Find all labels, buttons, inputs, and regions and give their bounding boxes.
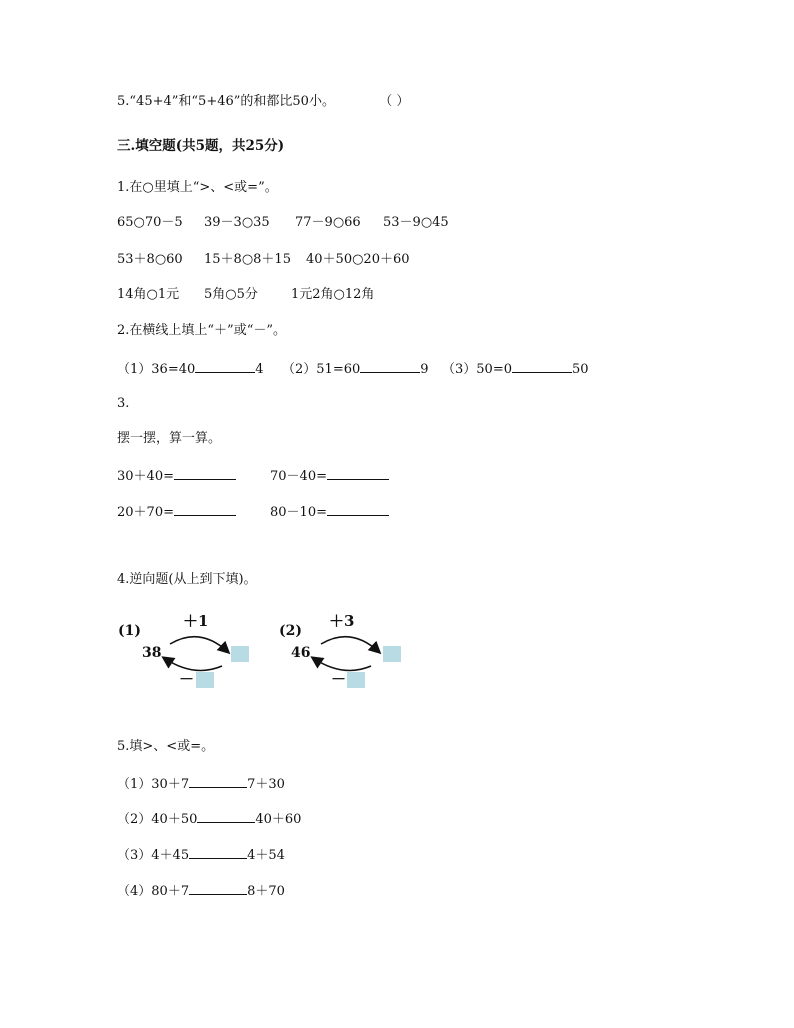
fill2-prompt: 2.在横线上填上“＋”或“－”。 <box>117 323 286 338</box>
fill1-r3-c2: 5角○5分 <box>204 287 258 302</box>
diagram-2-op-bottom: － <box>331 670 347 688</box>
fill5-item-2 <box>117 810 301 829</box>
fill5-item-1-left: （1）30＋7 <box>117 777 190 792</box>
diagram-1-op-box[interactable] <box>196 672 214 688</box>
fill5-item-4-blank[interactable] <box>189 882 247 895</box>
fill1-r1-c4: 53－9○45 <box>383 215 449 230</box>
fill5-item-1-right: 7＋30 <box>247 777 285 792</box>
fill1-r1-c2: 39－3○35 <box>204 215 270 230</box>
fill5-item-4 <box>117 882 285 901</box>
fill3-r2-c2-blank[interactable] <box>327 503 389 516</box>
diagram-2-back-arrow <box>313 658 371 671</box>
diagram-1-op-bottom: － <box>179 670 195 688</box>
fill1-r2-c3: 40＋50○20＋60 <box>306 252 410 267</box>
fill1-prompt: 1.在○里填上“>、<或=”。 <box>117 180 278 195</box>
fill5-item-3-blank[interactable] <box>189 846 247 859</box>
diagram-1-start: 38 <box>142 645 162 661</box>
fill1-r1-c3: 77－9○66 <box>295 215 361 230</box>
fill2-item-2-blank[interactable] <box>360 360 420 373</box>
fill5-prompt: 5.填>、<或=。 <box>117 739 215 754</box>
fill5-item-2-right: 40＋60 <box>255 812 302 827</box>
judge-question-5 <box>117 93 409 111</box>
fill5-item-4-right: 8＋70 <box>247 884 285 899</box>
fill2-item-2-suffix: 9 <box>420 362 429 377</box>
fill3-prompt: 摆一摆，算一算。 <box>117 431 222 446</box>
fill2-item-3-suffix: 50 <box>571 362 589 377</box>
fill5-item-2-blank[interactable] <box>197 810 255 823</box>
fill2-item-1 <box>117 360 264 379</box>
answer-paren: （ ） <box>379 94 410 109</box>
fill3-r2-c2-expr: 80－10= <box>270 505 327 520</box>
section-title: 三.填空题(共5题，共25分) <box>117 138 285 154</box>
judge-question-5-text: 5.“45+4”和“5+46”的和都比50小。 <box>117 94 335 109</box>
fill5-item-3 <box>117 846 285 865</box>
diagram-1-result-box[interactable] <box>231 646 249 662</box>
fill2-item-3 <box>442 360 589 379</box>
diagram-2-op-box[interactable] <box>347 672 365 688</box>
diagram-2-forward-arrow <box>321 637 379 652</box>
diagram-1-forward-arrow <box>170 637 228 652</box>
fill1-r3-c3: 1元2角○12角 <box>291 287 375 302</box>
fill3-r2-c2 <box>270 503 389 522</box>
fill5-item-3-right: 4＋54 <box>247 848 285 863</box>
fill3-r1-c2-blank[interactable] <box>327 467 389 480</box>
diagram-1-label: (1) <box>118 623 141 639</box>
fill3-r2-c1-blank[interactable] <box>174 503 236 516</box>
fill2-item-3-blank[interactable] <box>512 360 572 373</box>
fill3-r1-c2-expr: 70－40= <box>270 469 327 484</box>
fill1-r2-c1: 53＋8○60 <box>117 252 183 267</box>
diagram-2-start: 46 <box>291 645 311 661</box>
fill5-item-3-left: （3）4＋45 <box>117 848 190 863</box>
fill3-r2-c1 <box>117 503 236 522</box>
diagram-2-label: (2) <box>279 623 302 639</box>
fill3-r1-c1-expr: 30＋40= <box>117 469 174 484</box>
fill5-item-1 <box>117 775 285 794</box>
diagram-1-back-arrow <box>164 658 222 671</box>
fill2-item-2 <box>282 360 429 379</box>
reverse-diagram-1 <box>118 614 268 694</box>
fill2-item-1-prefix: （1）36=40 <box>117 362 196 377</box>
fill2-item-2-prefix: （2）51=60 <box>282 362 361 377</box>
fill5-item-1-blank[interactable] <box>189 775 247 788</box>
fill3-number: 3. <box>117 396 130 411</box>
fill4-prompt: 4.逆向题(从上到下填)。 <box>117 572 257 587</box>
diagram-2-result-box[interactable] <box>383 646 401 662</box>
fill2-item-3-prefix: （3）50=0 <box>442 362 512 377</box>
fill2-item-1-blank[interactable] <box>195 360 255 373</box>
fill5-item-2-left: （2）40＋50 <box>117 812 198 827</box>
reverse-diagram-2 <box>279 614 429 694</box>
fill1-r1-c1: 65○70－5 <box>117 215 183 230</box>
fill1-r3-c1: 14角○1元 <box>117 287 180 302</box>
fill5-item-4-left: （4）80＋7 <box>117 884 190 899</box>
fill3-r1-c1-blank[interactable] <box>174 467 236 480</box>
diagram-1-op-top: ＋1 <box>183 612 209 630</box>
fill1-r2-c2: 15＋8○8＋15 <box>204 252 291 267</box>
fill2-item-1-suffix: 4 <box>255 362 264 377</box>
fill3-r1-c2 <box>270 467 389 486</box>
fill3-r1-c1 <box>117 467 236 486</box>
fill3-r2-c1-expr: 20＋70= <box>117 505 174 520</box>
diagram-2-op-top: ＋3 <box>329 612 355 630</box>
